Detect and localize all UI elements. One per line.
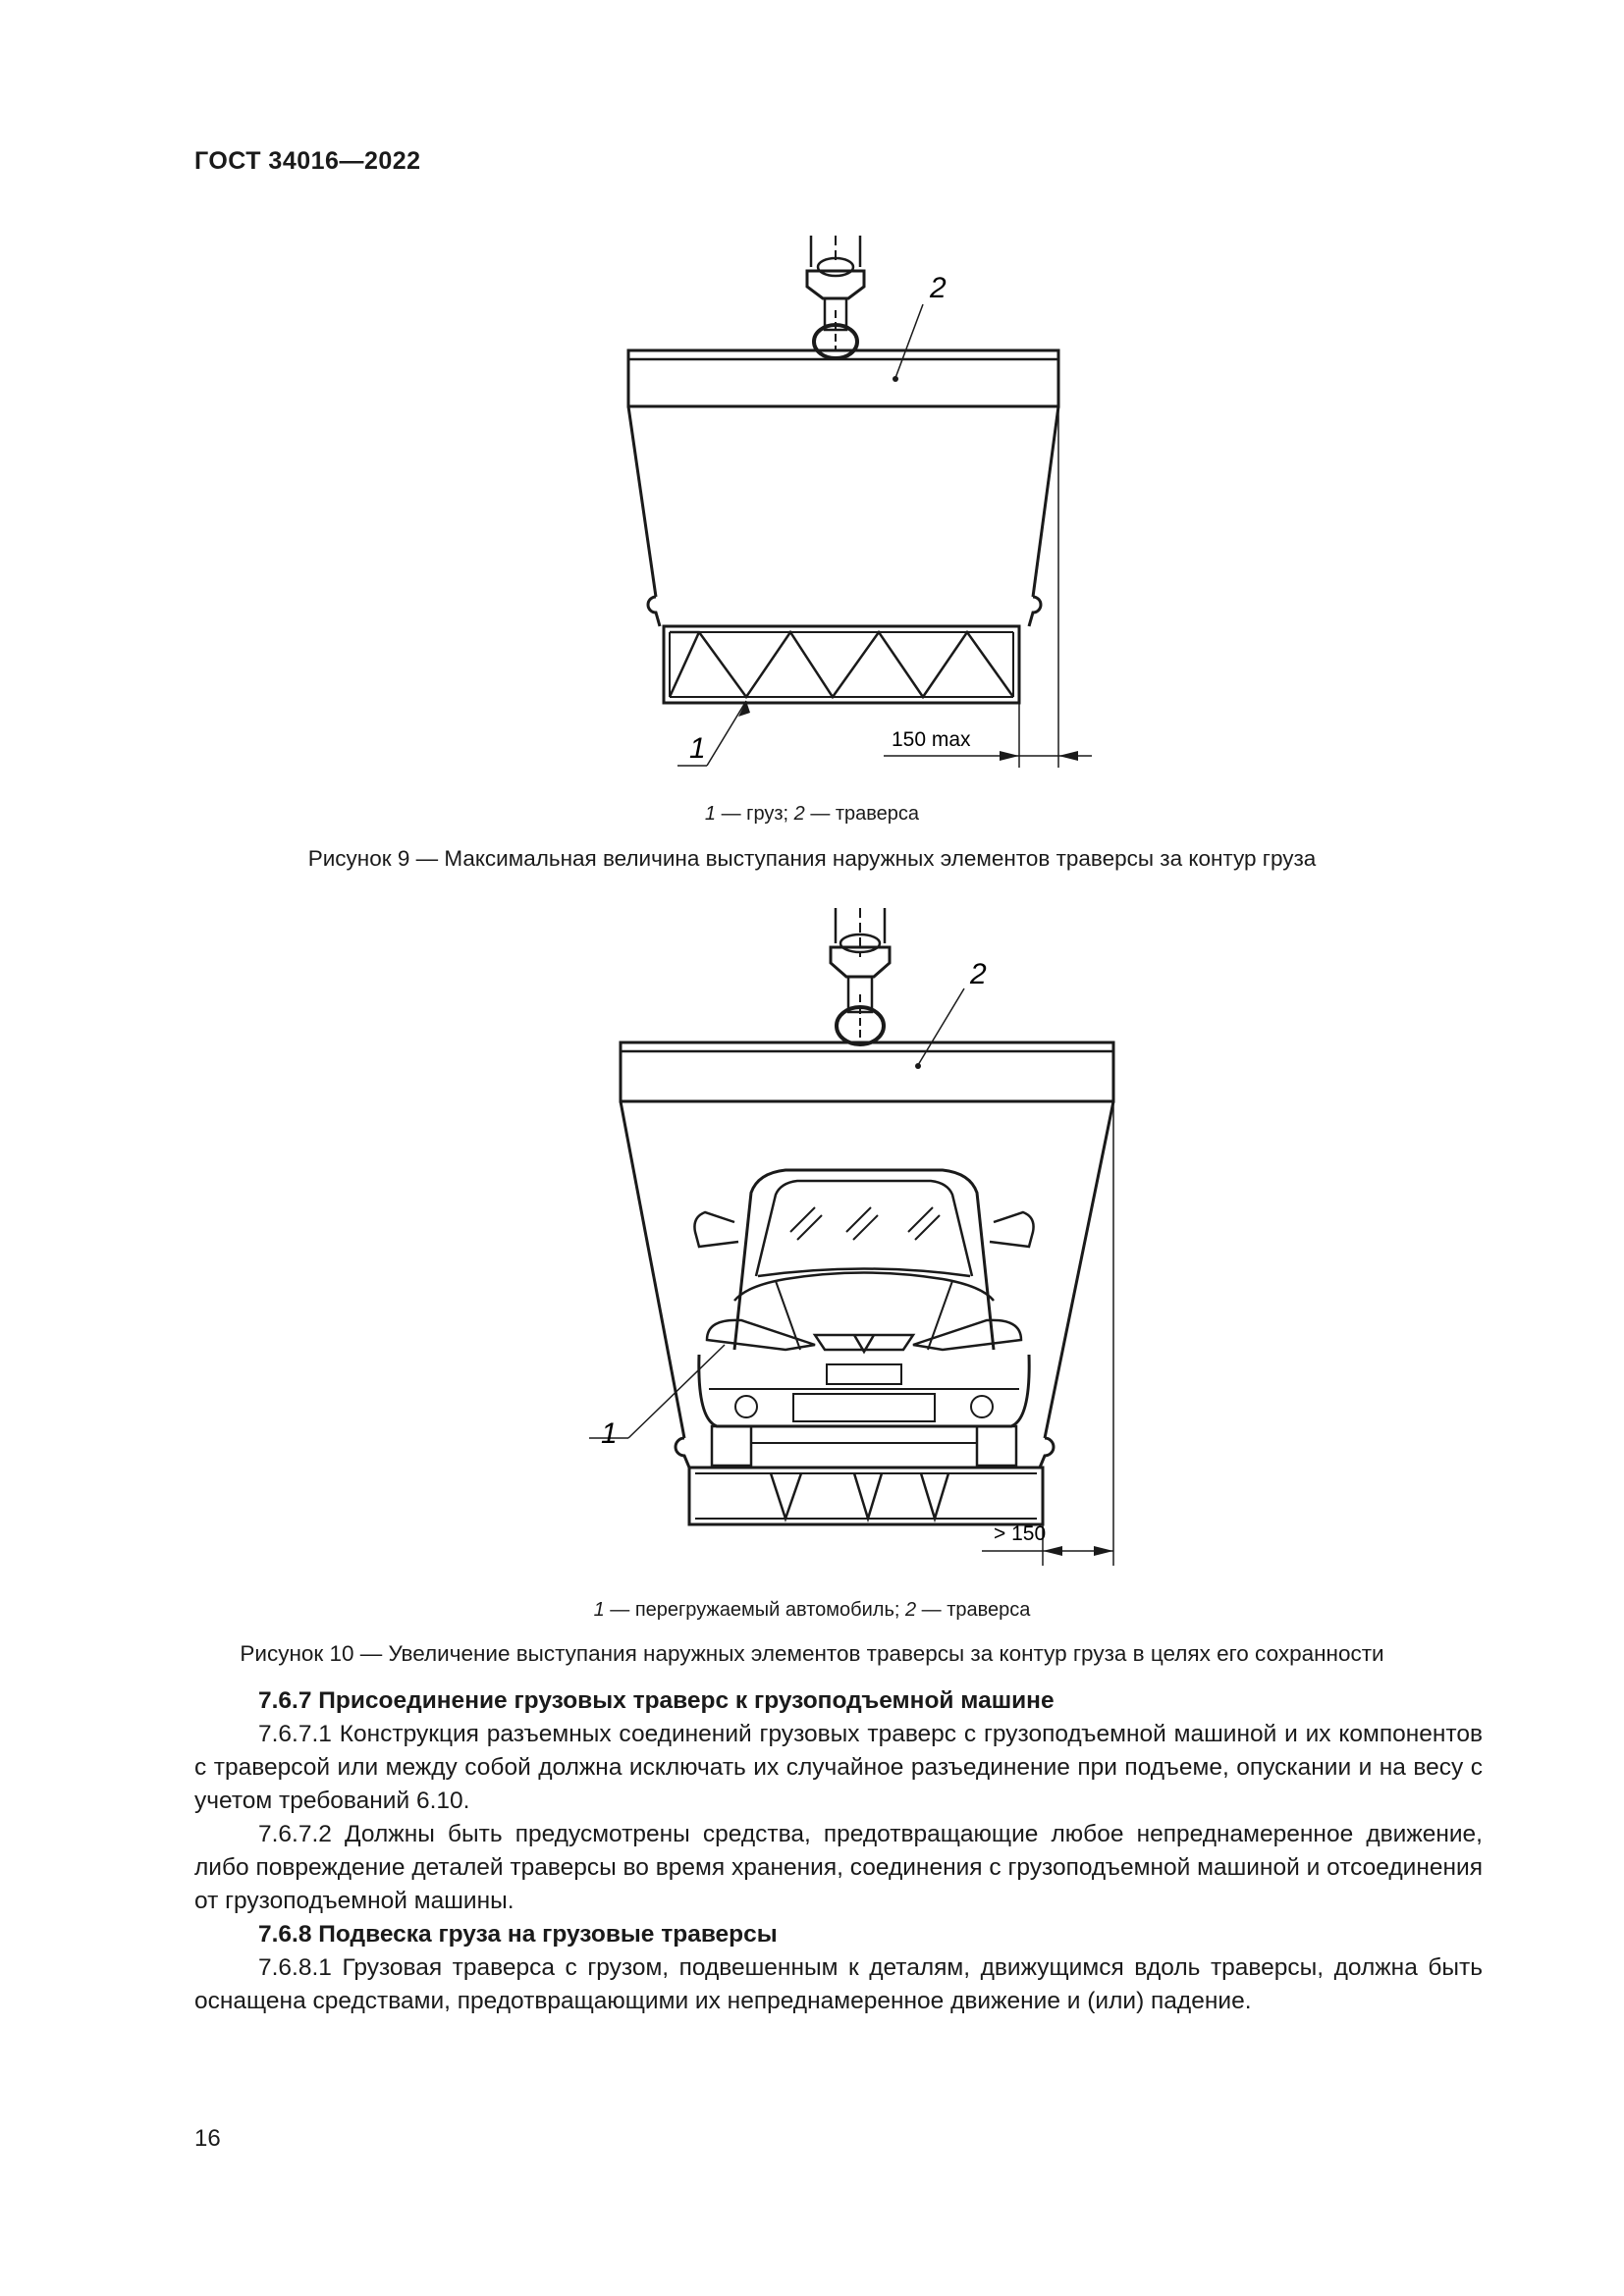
legend-text: — траверса: [916, 1599, 1031, 1621]
legend-text: — траверса: [804, 803, 920, 825]
figure-9-caption: Рисунок 9 — Максимальная величина выступания наружных элементов траверсы за контур груза: [307, 846, 1317, 871]
figure-9-label-load: 1: [689, 732, 706, 765]
figure-10: [0, 888, 1624, 1575]
figure-10-label-load: 1: [601, 1417, 618, 1450]
legend-number: 1: [593, 1599, 605, 1621]
figure-10-legend: [0, 1599, 1624, 1622]
legend-text: — перегружаемый автомобиль;: [604, 1599, 905, 1621]
paragraph-7-6-7-1: 7.6.7.1 Конструкция разъемных соединений грузовых траверс с грузоподъемной машиной и их компонентов с траверсой или между собой должна исключать их случайное разъединение при подъеме, опускании и на весу с учетом требований 6.10.: [194, 1721, 1483, 1814]
legend-number: 2: [904, 1599, 917, 1621]
figure-10-caption: Рисунок 10 — Увеличение выступания наружных элементов траверсы за контур груза в целях его сохранности: [240, 1641, 1384, 1666]
page-number: 16: [194, 2125, 221, 2152]
figure-9: [0, 196, 1624, 805]
paragraph-7-6-7-2: 7.6.7.2 Должны быть предусмотрены средства, предотвращающие любое непреднамеренное движение, либо повреждение деталей траверсы во время хранения, соединения с грузоподъемной машиной и отсоединения от грузоподъемной машины.: [194, 1821, 1483, 1914]
legend-number: 1: [704, 803, 717, 825]
section-heading-7-6-7: 7.6.7 Присоединение грузовых траверс к грузоподъемной машине: [258, 1687, 1055, 1714]
figure-9-drawing: [0, 196, 1624, 805]
figure-10-drawing: [0, 888, 1624, 1575]
figure-10-dimension: > 150: [994, 1522, 1047, 1545]
figure-9-label-beam: 2: [930, 272, 947, 304]
legend-number: 2: [793, 803, 805, 825]
paragraph-7-6-8-1: 7.6.8.1 Грузовая траверса с грузом, подвешенным к деталям, движущимся вдоль траверсы, должна быть оснащена средствами, предотвращающими их непреднамеренное движение и (или) падение.: [194, 1954, 1483, 2014]
body-text: [194, 1684, 1483, 2018]
standard-code: ГОСТ 34016—2022: [194, 147, 421, 175]
figure-9-dimension: 150 max: [892, 728, 971, 751]
figure-9-legend: [0, 803, 1624, 826]
legend-text: — груз;: [716, 803, 794, 825]
figure-10-label-beam: 2: [970, 958, 987, 990]
section-heading-7-6-8: 7.6.8 Подвеска груза на грузовые траверсы: [258, 1921, 778, 1948]
